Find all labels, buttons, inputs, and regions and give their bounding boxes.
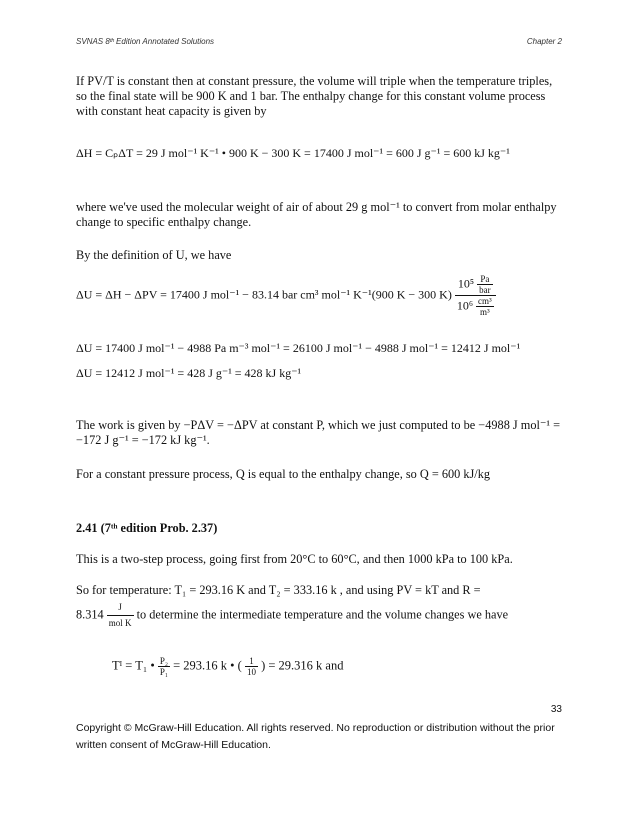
- gas-constant-value: 8.314: [76, 607, 104, 622]
- pressure-ratio: [158, 656, 170, 677]
- pa-per-bar: [477, 274, 493, 295]
- paragraph-definition-u: By the definition of U, we have: [76, 248, 232, 262]
- cm3-per-m3: [476, 296, 494, 317]
- equation-internal-energy-3: ΔU = 12412 J mol⁻¹ = 428 J g⁻¹ = 428 kJ kg⁻¹: [76, 366, 302, 380]
- paragraph-final-state: If PV/T is constant then at constant pressure, the volume will triple when the temperature triples, so the final state will be 900 K and 1 bar. The enthalpy change for this constant volume process with constant heat capacity is given by: [76, 74, 553, 118]
- paragraph-temperature: [76, 583, 566, 631]
- unit-conversion-fraction: [455, 274, 496, 317]
- gas-constant-unit: [107, 600, 134, 631]
- unit-bar: bar: [479, 285, 491, 295]
- fraction-numerator: [455, 274, 496, 296]
- page-number: 33: [550, 704, 562, 715]
- paragraph-work: The work is given by −PΔV = −ΔPV at constant P, which we just computed to be −4988 J mol⁻¹ = −172 J g⁻¹ = −172 kJ kg⁻¹.: [76, 418, 561, 447]
- numerator-power: 10⁵: [457, 276, 475, 291]
- temperature-line-2: [76, 600, 566, 631]
- paragraph-two-step: This is a two-step process, going first from 20°C to 60°C, and then 1000 kPa to 100 kPa.: [76, 552, 513, 566]
- intermediate-temp-lhs: Tᴵ = T₁ •: [112, 658, 155, 673]
- intermediate-temp-mid: = 293.16 k • (: [173, 658, 242, 673]
- equation-internal-energy-2: ΔU = 17400 J mol⁻¹ − 4988 Pa m⁻³ mol⁻¹ = 26100 J mol⁻¹ − 4988 J mol⁻¹ = 12412 J mol⁻¹: [76, 341, 521, 355]
- unit-cm3: cm³: [478, 296, 492, 306]
- pressure-p1: P₁: [159, 667, 168, 677]
- copyright-footer: Copyright © McGraw-Hill Education. All rights reserved. No reproduction or distribution without the prior written consent of McGraw-Hill Education.: [76, 722, 555, 751]
- equation-internal-energy-1: [76, 274, 496, 317]
- intermediate-temp-rhs: ) = 29.316 k and: [261, 658, 344, 673]
- denominator-power: 10⁶: [456, 298, 474, 313]
- one-tenth-fraction: [245, 656, 258, 677]
- temperature-line-2-text: to determine the intermediate temperature and the volume changes we have: [136, 607, 509, 622]
- unit-pa: Pa: [477, 274, 493, 285]
- temperature-line-1: So for temperature: T₁ = 293.16 K and T₂ = 333.16 k , and using PV = kT and R =: [76, 583, 481, 597]
- equation-intermediate-temperature: [112, 656, 343, 677]
- unit-m3: m³: [480, 307, 490, 317]
- fraction-ten: 10: [246, 667, 256, 677]
- section-heading: 2.41 (7ᵗʰ edition Prob. 2.37): [76, 521, 218, 535]
- fraction-one: 1: [245, 656, 258, 667]
- pressure-p2: P₂: [159, 656, 168, 666]
- unit-joule: J: [107, 600, 134, 616]
- paragraph-molecular-weight: where we've used the molecular weight of air of about 29 g mol⁻¹ to convert from molar enthalpy change to specific enthalpy change.: [76, 200, 557, 229]
- running-header-left: SVNAS 8ᵗʰ Edition Annotated Solutions: [76, 37, 215, 46]
- running-header-right: Chapter 2: [526, 37, 562, 46]
- equation-internal-energy-lhs: ΔU = ΔH − ΔPV = 17400 J mol⁻¹ − 83.14 bar cm³ mol⁻¹ K⁻¹(900 K − 300 K): [76, 287, 452, 302]
- paragraph-heat: For a constant pressure process, Q is equal to the enthalpy change, so Q = 600 kJ/kg: [76, 467, 491, 481]
- fraction-denominator: [455, 296, 496, 317]
- unit-mol-k: mol K: [108, 618, 132, 628]
- equation-enthalpy-change: ΔH = CₚΔT = 29 J mol⁻¹ K⁻¹ • 900 K − 300 K = 17400 J mol⁻¹ = 600 J g⁻¹ = 600 kJ kg⁻¹: [76, 146, 510, 160]
